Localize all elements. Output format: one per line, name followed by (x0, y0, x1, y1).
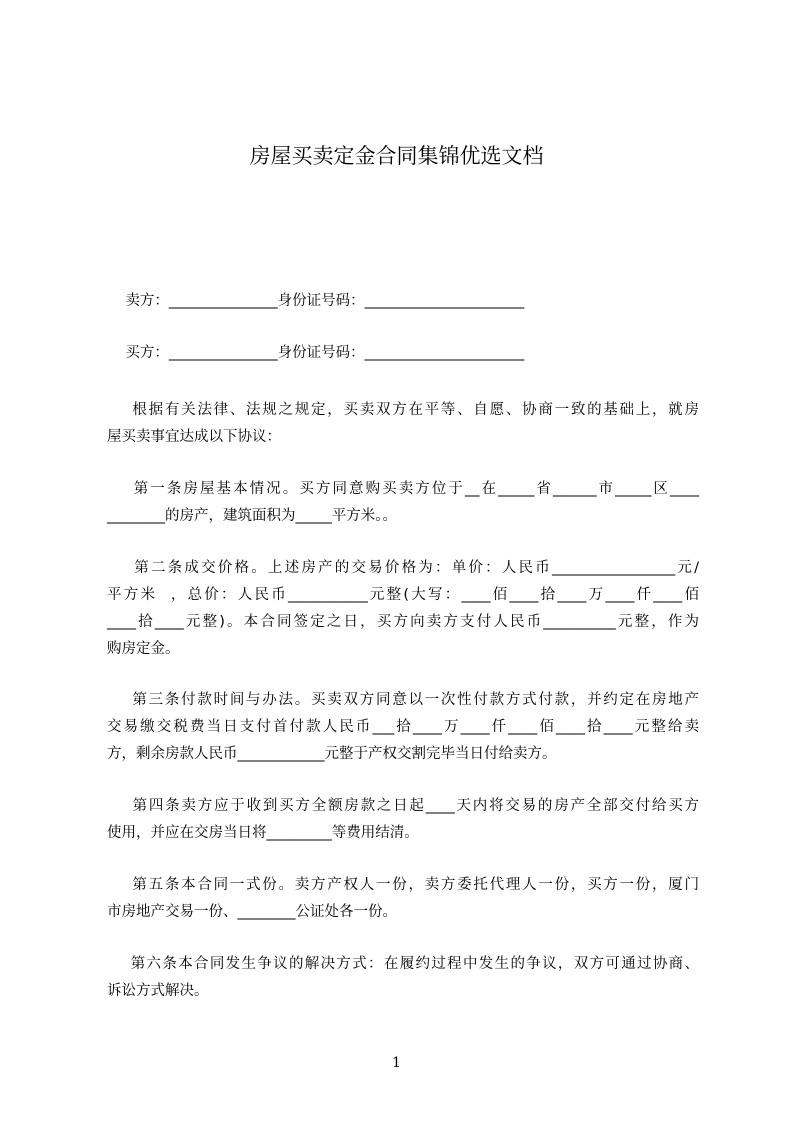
page-number: 1 (392, 1055, 401, 1071)
paragraph-line: 平方米 ，总价：人民币___________元整(大写：____佰____拾____万____仟____佰 (107, 587, 699, 603)
paragraph-line: 第三条付款时间与办法。买卖双方同意以一次性付款方式付款，并约定在房地产 (107, 692, 699, 708)
paragraph-line: 购房定金。 (107, 641, 180, 657)
paragraph-line: 屋买卖事宜达成以下协议： (107, 429, 281, 445)
paragraph-line: 第五条本合同一式份。卖方产权人一份，卖方委托代理人一份，买方一份，厦门 (107, 877, 699, 893)
paragraph-line: 第六条本合同发生争议的解决方式：在履约过程中发生的争议，双方可通过协商、 (107, 956, 699, 972)
paragraph-line: 诉讼方式解决。 (107, 983, 209, 999)
paragraph-line: 交易缴交税费当日支付首付款人民币___拾____万____仟____佰____拾____元整给卖 (107, 719, 699, 735)
buyer-line: 买方：_______________身份证号码：______________________ (107, 345, 525, 361)
paragraph-line: 方，剩余房款人民币____________元整于产权交割完毕当日付给卖方。 (107, 746, 557, 762)
document-title: 房屋买卖定金合同集锦优选文档 (249, 144, 544, 168)
paragraph-line: 根据有关法律、法规之规定，买卖双方在平等、自愿、协商一致的基础上，就房 (107, 402, 699, 418)
paragraph-line: 第二条成交价格。上述房产的交易价格为：单价：人民币_________________元/ (107, 560, 699, 576)
seller-line: 卖方：_______________身份证号码：______________________ (107, 293, 525, 309)
paragraph-line: 第四条卖方应于收到买方全额房款之日起____天内将交易的房产全部交付给买方 (107, 798, 699, 814)
paragraph-line: 使用，并应在交房当日将_________等费用结清。 (107, 825, 419, 841)
paragraph-line: 市房地产交易一份、________公证处各一份。 (107, 904, 397, 920)
paragraph-line: ____拾____元整)。本合同签定之日，买方向卖方支付人民币__________元整，作为 (107, 614, 699, 630)
paragraph-line: ________的房产，建筑面积为_____平方米。。 (107, 508, 397, 524)
paragraph-line: 第一条房屋基本情况。买方同意购买卖方位于__在_____省______市_____区____ (107, 481, 699, 497)
